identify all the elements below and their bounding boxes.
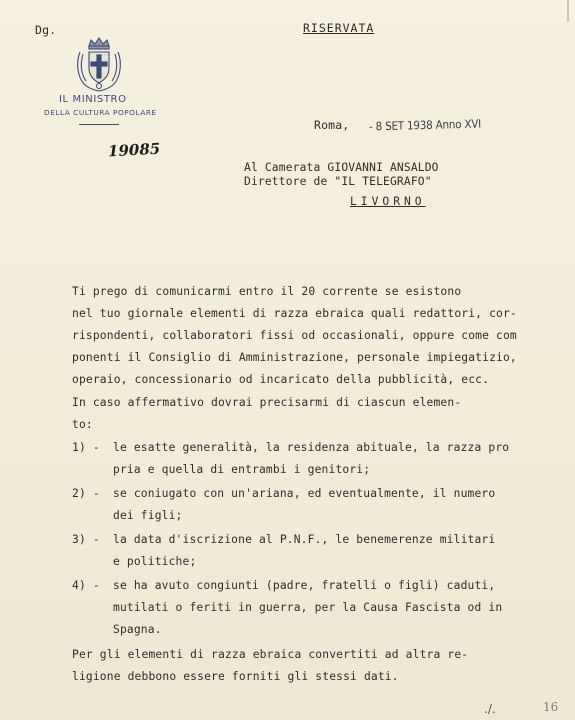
body-line: Ti prego di comunicarmi entro il 20 corrente se esistono [72,285,462,298]
list-item-line: mutilati o feriti in guerra, per la Causa Fascista od in [113,601,503,614]
list-item-line: e politiche; [113,555,197,568]
body-line: Per gli elementi di razza ebraica convertiti ad altra re- [72,648,469,661]
list-item-line: dei figli; [113,509,183,522]
edge-mark [567,0,569,22]
addressee-name: Al Camerata GIOVANNI ANSALDO [244,161,439,174]
body-line: nel tuo giornale elementi di razza ebraica quali redattori, cor- [72,307,517,320]
body-line: operaio, concessionario od incaricato della pubblicità, ecc. [72,373,490,386]
letterhead-rule [79,124,119,125]
addressee-role: Direttore de "IL TELEGRAFO" [244,175,432,188]
dateline-place: Roma, [314,118,350,132]
dg-label: Dg. [35,23,57,37]
list-item-number: 4) - [72,579,100,592]
list-item-line: le esatte generalità, la residenza abituale, la razza pro [113,441,510,454]
protocol-number: 19085 [107,139,161,161]
riservata-label: RISERVATA [303,21,375,35]
list-item-line: se ha avuto congiunti (padre, fratelli o figli) caduti, [113,579,496,592]
continuation-mark: ./. [484,702,496,716]
list-item-number: 3) - [72,533,100,546]
ministry-subtitle: DELLA CULTURA POPOLARE [44,108,157,117]
list-item-line: pria e quella di entrambi i genitori; [113,463,371,476]
ministry-title: IL MINISTRO [59,94,127,105]
body-line: to: [72,418,93,431]
body-line: ligione debbono essere forniti gli stessi dati. [72,670,399,683]
savoy-crest-icon [74,36,124,92]
body-line: In caso affermativo dovrai precisarmi di ciascun elemen- [72,396,462,409]
date-stamp: - 8 SET 1938 Anno XVI [368,116,482,134]
body-line: rispondenti, collaboratori fissi od occasionali, oppure come com [72,329,517,342]
addressee-city: LIVORNO [350,195,426,208]
list-item-line: Spagna. [113,623,162,636]
list-item-number: 2) - [72,487,100,500]
page-number: 16 [543,700,559,714]
body-line: ponenti il Consiglio di Amministrazione, personale impiegatizio, [72,351,517,364]
list-item-number: 1) - [72,441,100,454]
list-item-line: la data d'iscrizione al P.N.F., le benemerenze militari [113,533,496,546]
list-item-line: se coniugato con un'ariana, ed eventualmente, il numero [113,487,496,500]
